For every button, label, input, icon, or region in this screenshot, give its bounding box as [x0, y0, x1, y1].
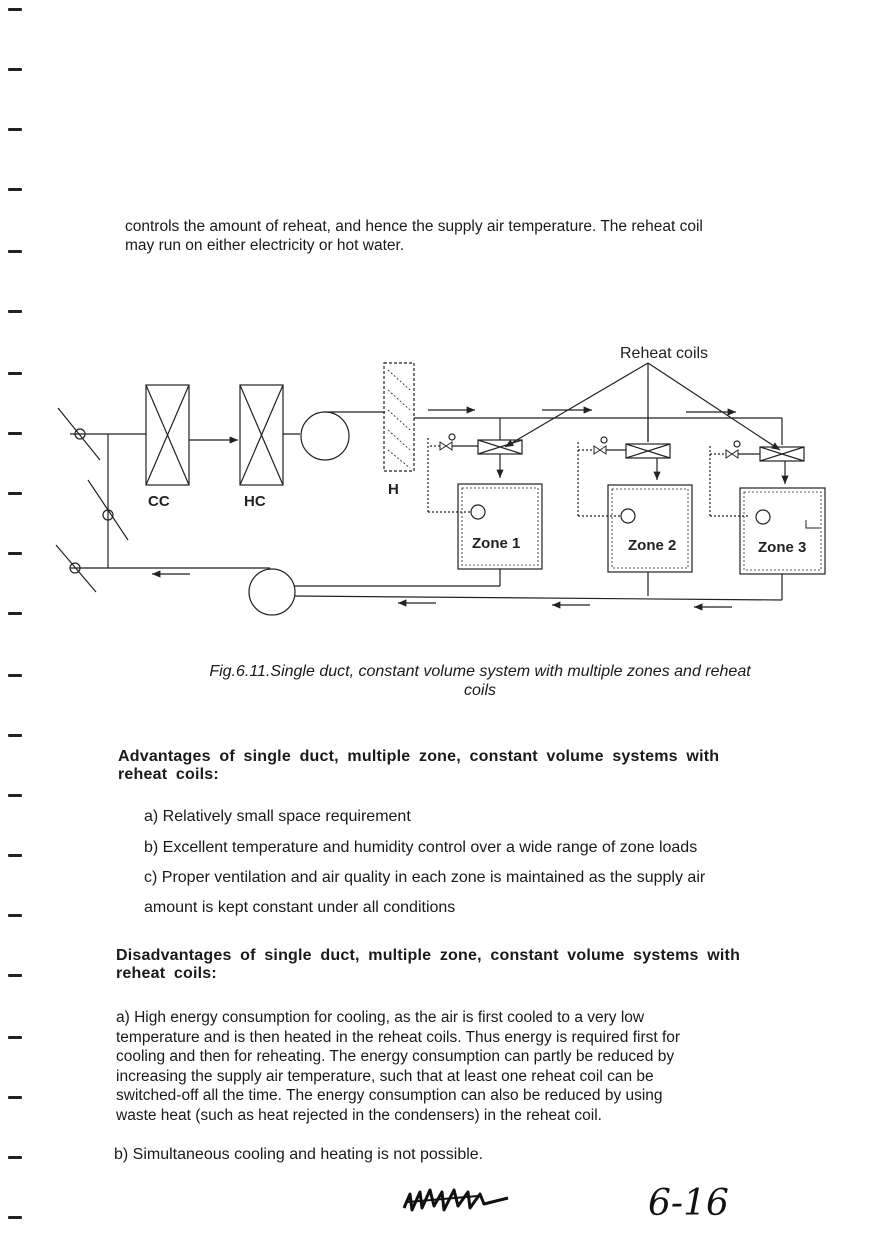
- disadvantage-a-line: cooling and then for reheating. The energy consumption can partly be reduced by: [116, 1048, 675, 1066]
- disadvantage-a-line: increasing the supply air temperature, such that at least one reheat coil can be: [116, 1067, 654, 1085]
- zone-1-box: [458, 484, 542, 569]
- disadvantage-a-line: switched-off all the time. The energy consumption can also be reduced by using: [116, 1087, 663, 1105]
- margin-mark: [8, 734, 22, 737]
- margin-mark: [8, 8, 22, 11]
- advantage-item-b: b) Excellent temperature and humidity control over a wide range of zone loads: [144, 839, 698, 856]
- intro-line-2: may run on either electricity or hot water.: [125, 237, 405, 254]
- disadvantage-a-line: temperature and is then heated in the reheat coils. Thus energy is required first for: [116, 1028, 681, 1046]
- hc-label: HC: [244, 493, 266, 510]
- disadvantages-heading: [116, 947, 766, 983]
- figure-caption: [170, 662, 790, 700]
- advantage-item-c-cont: amount is kept constant under all conditions: [144, 899, 456, 916]
- margin-mark: [8, 794, 22, 797]
- zone-2-thermostat: [621, 509, 635, 523]
- margin-mark: [8, 854, 22, 857]
- margin-mark: [8, 250, 22, 253]
- margin-mark: [8, 1036, 22, 1039]
- cooling-coil: [146, 385, 189, 510]
- h-label: H: [388, 481, 399, 498]
- margin-mark: [8, 674, 22, 677]
- advantage-item-c: c) Proper ventilation and air quality in each zone is maintained as the supply air: [144, 869, 706, 886]
- figure-number: Fig.6.11.: [209, 663, 271, 680]
- margin-mark: [8, 310, 22, 313]
- return-duct: [152, 569, 782, 607]
- zone-2-label: Zone 2: [628, 537, 677, 554]
- zone-3-box: [740, 488, 825, 574]
- margin-mark: [8, 128, 22, 131]
- advantages-heading-line-2: reheat coils:: [118, 766, 219, 783]
- disadvantage-a-line: waste heat (such as heat rejected in the condensers) in the reheat coil.: [116, 1106, 602, 1124]
- zone-3-thermostat: [756, 510, 770, 524]
- caption-line-1: Single duct, constant volume system with multiple zones and reheat: [270, 663, 751, 680]
- humidifier: [384, 363, 414, 498]
- advantages-heading-line-1: Advantages of single duct, multiple zone, constant volume systems with: [118, 748, 720, 765]
- caption-line-2: coils: [463, 682, 496, 699]
- reheat-branch-2: [578, 437, 692, 572]
- margin-mark: [8, 68, 22, 71]
- zone-3-label: Zone 3: [758, 539, 807, 556]
- margin-mark: [8, 974, 22, 977]
- handwritten-signature: [398, 1180, 518, 1220]
- hvac-reheat-schematic: [0, 330, 886, 630]
- intro-line-1: controls the amount of reheat, and hence the supply air temperature. The reheat coil: [125, 218, 703, 235]
- disadvantage-item-b: b) Simultaneous cooling and heating is not possible.: [114, 1146, 484, 1163]
- disadvantages-heading-line-2: reheat coils:: [116, 965, 217, 982]
- disadvantage-item-a: [116, 1008, 762, 1126]
- reheat-branch-3: [710, 441, 825, 574]
- margin-mark: [8, 1156, 22, 1159]
- supply-fan: [301, 412, 349, 460]
- return-fan: [249, 569, 295, 615]
- intro-paragraph: [125, 217, 775, 255]
- margin-mark: [8, 188, 22, 191]
- zone-2-box: [608, 485, 692, 572]
- advantage-item-a: a) Relatively small space requirement: [144, 808, 411, 825]
- zone-1-label: Zone 1: [472, 535, 521, 552]
- margin-mark: [8, 1096, 22, 1099]
- margin-mark: [8, 914, 22, 917]
- disadvantage-a-line: a) High energy consumption for cooling, as the air is first cooled to a very low: [116, 1009, 645, 1026]
- margin-mark: [8, 1216, 22, 1219]
- zone-1-thermostat: [471, 505, 485, 519]
- page-number: 6-16: [648, 1183, 729, 1224]
- cc-label: CC: [148, 493, 170, 510]
- reheat-branch-1: [428, 434, 542, 569]
- heating-coil: [240, 385, 283, 510]
- reheat-pointer-lines: [505, 363, 780, 450]
- disadvantages-heading-line-1: Disadvantages of single duct, multiple zone, constant volume systems with: [116, 947, 741, 964]
- advantages-heading: [118, 748, 766, 784]
- reheat-coils-label: Reheat coils: [620, 345, 709, 362]
